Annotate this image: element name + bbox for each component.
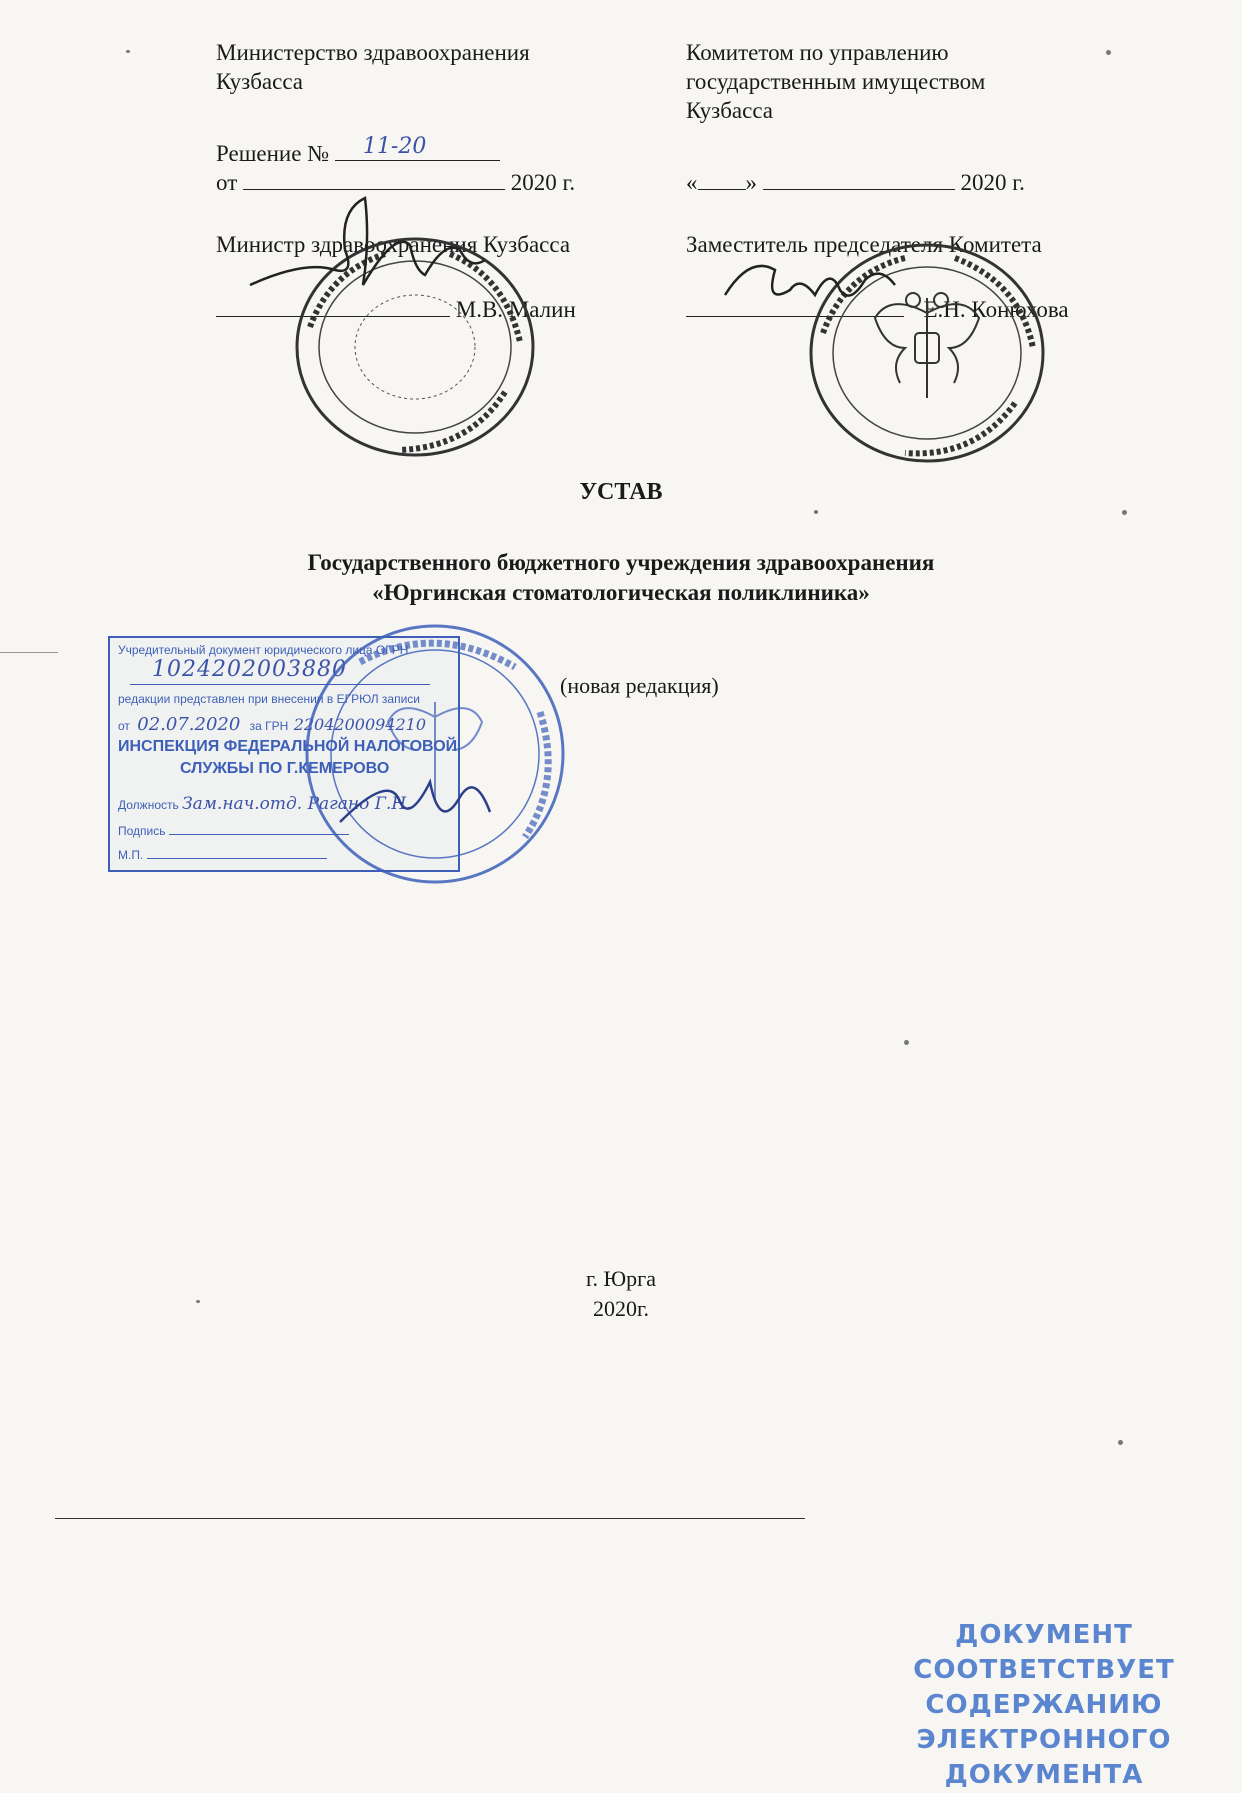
scan-speck <box>1122 510 1127 515</box>
tax-stamp-line-1: Учредительный документ юридического лица ОГРН <box>118 643 409 657</box>
bottom-rule <box>55 1518 805 1519</box>
left-date-field <box>243 169 505 190</box>
tax-stamp-signature-label: Подпись <box>118 824 166 838</box>
right-org-line-1: Комитетом по управлению <box>686 40 949 65</box>
tax-stamp-date-handwritten: 02.07.2020 <box>137 714 241 735</box>
tax-stamp-date-prefix: от <box>118 719 130 733</box>
tax-stamp-signature-line <box>118 824 448 838</box>
right-org-line-3: Кузбасса <box>686 98 774 123</box>
scan-speck <box>1106 50 1111 55</box>
right-date-suffix: 2020 г. <box>960 170 1025 195</box>
right-org-line-2: государственным имуществом <box>686 69 986 94</box>
left-signature-line <box>216 295 576 324</box>
tax-stamp-date-line <box>118 714 450 735</box>
left-org-line-2: Кузбасса <box>216 69 304 94</box>
right-signer-name: Е.Н. Конюхова <box>923 297 1069 322</box>
right-date-day-field <box>698 169 746 190</box>
tax-stamp-position-handwritten: Зам.нач.отд. Рагано Г.Н. <box>182 794 412 814</box>
document-title: УСТАВ <box>579 479 663 505</box>
tax-stamp-grn-handwritten: 2204200094210 <box>293 715 427 734</box>
document-subtitle-line-1: Государственного бюджетного учреждения здравоохранения <box>307 550 935 575</box>
tax-stamp-seal-label: М.П. <box>118 848 144 862</box>
compliance-stamp <box>874 1618 1214 1793</box>
city-label: г. Юрга <box>586 1266 656 1291</box>
year-label: 2020г. <box>592 1296 650 1321</box>
right-date-close-quote: » <box>745 170 757 195</box>
scan-speck <box>1118 1440 1123 1445</box>
edition-note: (новая редакция) <box>560 673 719 698</box>
left-signer-name: М.В. Малин <box>455 297 576 322</box>
tax-stamp-position-line <box>118 794 448 814</box>
right-date-month-field <box>763 169 955 190</box>
document-subtitle-line-2: «Юргинская стоматологическая поликлиника» <box>372 580 870 605</box>
right-signature-field <box>686 296 904 317</box>
left-signature-field <box>216 296 450 317</box>
right-date-line <box>686 168 1025 197</box>
tax-stamp-grn-label: за ГРН <box>249 719 289 733</box>
left-signer-title: Министр здравоохранения Кузбасса <box>216 232 571 257</box>
tax-stamp-ogrn-handwritten: 1024202003880 <box>152 657 347 682</box>
tax-stamp-position-label: Должность <box>118 798 179 812</box>
tax-stamp-ogrn-field <box>130 657 430 685</box>
left-date-prefix: от <box>216 170 238 195</box>
decision-number-line <box>216 134 500 168</box>
tax-stamp-org-line-1: ИНСПЕКЦИЯ ФЕДЕРАЛЬНОЙ НАЛОГОВОЙ <box>118 738 458 755</box>
left-date-suffix: 2020 г. <box>510 170 576 195</box>
decision-number-field <box>335 134 500 161</box>
decision-label: Решение № <box>216 141 330 166</box>
tax-stamp-org-line-2: СЛУЖБЫ ПО Г.КЕМЕРОВО <box>180 760 390 777</box>
decision-number-handwritten: 11-20 <box>362 134 427 159</box>
right-signer-title: Заместитель председателя Комитета <box>686 232 1042 257</box>
scan-speck <box>904 1040 909 1045</box>
right-signature-line <box>686 295 1069 324</box>
compliance-stamp-line-1: ДОКУМЕНТ СООТВЕТСТВУЕТ <box>913 1620 1175 1685</box>
left-date-line <box>216 168 575 197</box>
right-org-name <box>686 38 985 125</box>
ministry-seal-icon <box>290 232 540 462</box>
scan-speck <box>814 510 818 514</box>
compliance-stamp-line-2: СОДЕРЖАНИЮ <box>925 1690 1163 1720</box>
tax-registration-stamp <box>108 636 460 872</box>
left-org-name <box>216 38 530 96</box>
tax-stamp-seal-line <box>118 848 448 862</box>
scan-edge-line <box>0 652 58 653</box>
compliance-stamp-line-3: ЭЛЕКТРОННОГО ДОКУМЕНТА <box>916 1725 1172 1790</box>
tax-stamp-line-3: редакции представлен при внесении в ЕГРЮЛ записи <box>118 692 420 706</box>
scan-speck <box>126 50 130 53</box>
left-org-line-1: Министерство здравоохранения <box>216 40 530 65</box>
committee-seal-icon <box>805 238 1050 468</box>
right-date-open-quote: « <box>686 170 698 195</box>
